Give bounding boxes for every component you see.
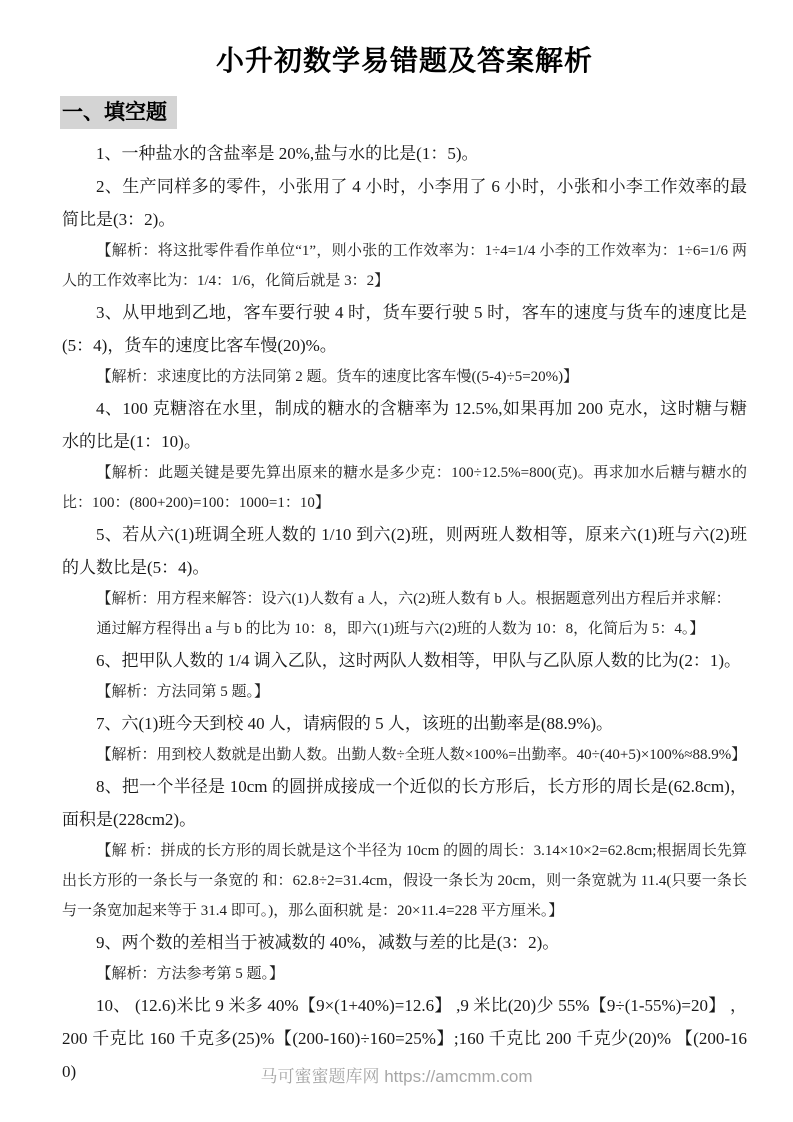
question-paragraph: 7、六(1)班今天到校 40 人，请病假的 5 人，该班的出勤率是(88.9%)。 xyxy=(96,714,614,733)
analysis-paragraph: 【解析：求速度比的方法同第 2 题。货车的速度比客车慢((5-4)÷5=20%)】 xyxy=(96,369,579,385)
paragraph-list xyxy=(62,137,747,1088)
analysis-paragraph: 【解析：方法同第 5 题。】 xyxy=(96,684,270,700)
question-paragraph: 9、两个数的差相当于被减数的 40%，减数与差的比是(3：2)。 xyxy=(96,933,560,952)
question-paragraph: 3、从甲地到乙地，客车要行驶 4 时，货车要行驶 5 时，客车的速度与货车的速度比是(5：4)，货车的速度比客车慢(20)%。 xyxy=(62,303,747,355)
question-paragraph: 1、一种盐水的含盐率是 20%,盐与水的比是(1：5)。 xyxy=(96,144,479,163)
analysis-paragraph: 【解析：此题关键是要先算出原来的糖水是多少克：100÷12.5%=800(克)。再求加水后糖与糖水的比：100：(800+200)=100：1000=1：10】 xyxy=(62,465,747,511)
analysis-paragraph: 【解析：将这批零件看作单位“1”，则小张的工作效率为：1÷4=1/4 小李的工作效率为：1÷6=1/6 两人的工作效率比为：1/4：1/6，化简后就是 3：2】 xyxy=(62,243,747,289)
question-paragraph: 10、 (12.6)米比 9 米多 40%【9×(1+40%)=12.6】 ,9 米比(20)少 55%【9÷(1-55%)=20】 ，200 千克比 160 千克多(25)%【(200-160)÷160=25%】;160 千克比 200 千克少(20)% 【(200-160) xyxy=(62,996,747,1081)
analysis-paragraph: 【解析：方法参考第 5 题。】 xyxy=(96,966,285,982)
page-title: 小升初数学易错题及答案解析 xyxy=(215,46,593,77)
analysis-paragraph: 【解 析：拼成的长方形的周长就是这个半径为 10cm 的圆的周长：3.14×10×2=62.8cm;根据周长先算出长方形的一条长与一条宽的 和：62.8÷2=31.4cm，假设一条长为 20cm，则一条宽就为 11.4(只要一条长与一条宽加起来等于 31.4 即可。)，那么面积就 是：20×11.4=228 平方厘米。】 xyxy=(62,843,747,919)
question-paragraph: 8、把一个半径是 10cm 的圆拼成接成一个近似的长方形后，长方形的周长是(62.8cm)，面积是(228cm2)。 xyxy=(62,777,747,829)
analysis-paragraph: 通过解方程得出 a 与 b 的比为 10：8，即六(1)班与六(2)班的人数为 10：8，化简后为 5：4。】 xyxy=(96,621,705,637)
question-paragraph: 5、若从六(1)班调全班人数的 1/10 到六(2)班，则两班人数相等，原来六(1)班与六(2)班的人数比是(5：4)。 xyxy=(62,525,747,577)
footer-credit: 马可蜜蜜题库网 https://amcmm.com xyxy=(260,1067,533,1086)
section-heading-fill-in-blanks: 一、填空题 xyxy=(60,96,177,129)
analysis-paragraph: 【解析：用到校人数就是出勤人数。出勤人数÷全班人数×100%=出勤率。40÷(40+5)×100%≈88.9%】 xyxy=(96,747,747,763)
section-heading-row xyxy=(62,94,747,137)
question-paragraph: 4、100 克糖溶在水里，制成的糖水的含糖率为 12.5%,如果再加 200 克水，这时糖与糖水的比是(1：10)。 xyxy=(62,399,747,451)
question-paragraph: 6、把甲队人数的 1/4 调入乙队，这时两队人数相等，甲队与乙队原人数的比为(2：1)。 xyxy=(96,651,742,670)
analysis-paragraph: 【解析：用方程来解答：设六(1)人数有 a 人，六(2)班人数有 b 人。根据题意列出方程后并求解： xyxy=(96,591,731,607)
question-paragraph: 2、生产同样多的零件，小张用了 4 小时，小李用了 6 小时，小张和小李工作效率的最简比是(3：2)。 xyxy=(62,177,747,229)
